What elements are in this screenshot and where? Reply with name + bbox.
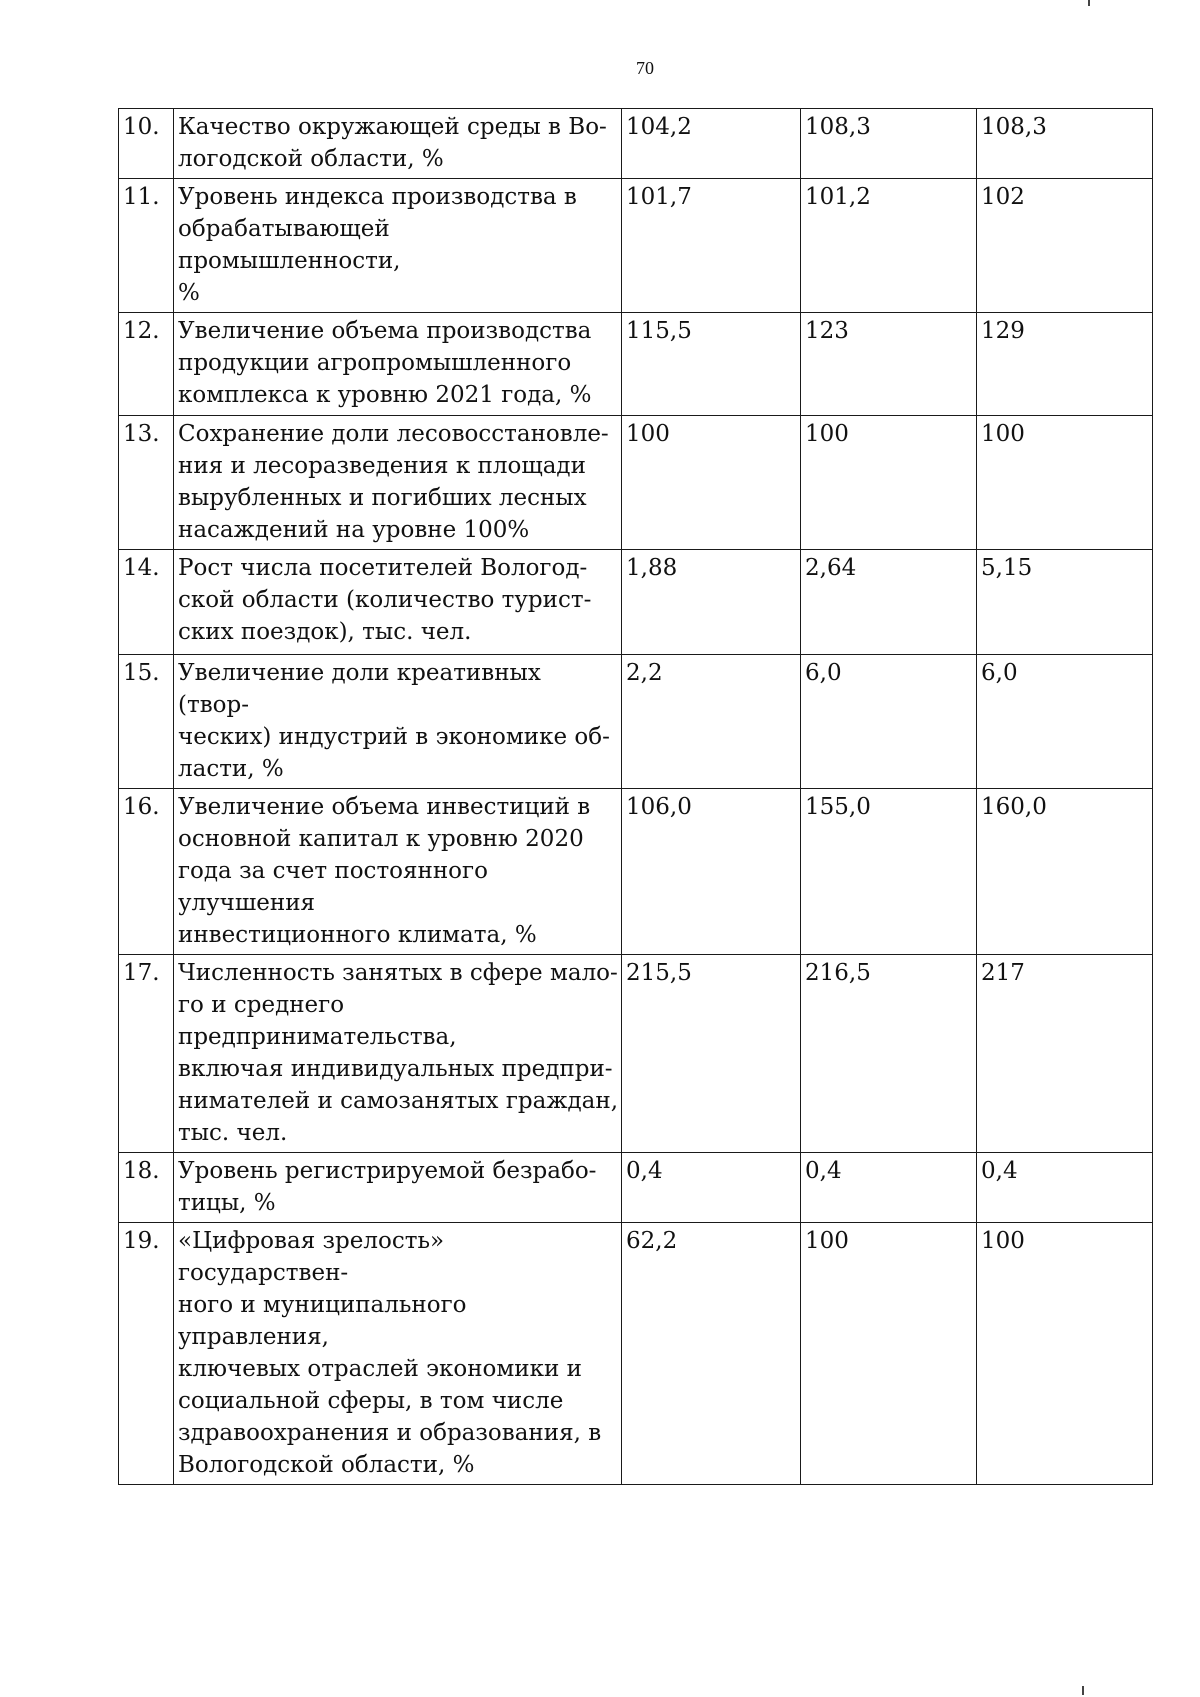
value-cell-1: 2,2 bbox=[622, 655, 801, 789]
value-cell-3: 5,15 bbox=[977, 550, 1153, 655]
table-row bbox=[119, 109, 1153, 179]
value-cell-3: 102 bbox=[977, 179, 1153, 313]
indicator-name: Уровень регистрируемой безрабо- тицы, % bbox=[174, 1153, 622, 1223]
scan-mark-top-right bbox=[1088, 0, 1090, 6]
value-cell-3: 100 bbox=[977, 416, 1153, 550]
indicators-table bbox=[118, 108, 1153, 1485]
value-cell-1: 104,2 bbox=[622, 109, 801, 179]
table-row bbox=[119, 416, 1153, 550]
table-row bbox=[119, 550, 1153, 655]
value-cell-1: 215,5 bbox=[622, 955, 801, 1153]
indicator-name: Увеличение объема производства продукции агропромышленного комплекса к уровню 2021 года, % bbox=[174, 313, 622, 416]
value-cell-3: 100 bbox=[977, 1223, 1153, 1485]
table-row bbox=[119, 1223, 1153, 1485]
value-cell-2: 123 bbox=[801, 313, 977, 416]
table-row bbox=[119, 313, 1153, 416]
value-cell-1: 115,5 bbox=[622, 313, 801, 416]
row-number: 14. bbox=[119, 550, 174, 655]
row-number: 18. bbox=[119, 1153, 174, 1223]
value-cell-2: 108,3 bbox=[801, 109, 977, 179]
value-cell-1: 0,4 bbox=[622, 1153, 801, 1223]
value-cell-1: 100 bbox=[622, 416, 801, 550]
value-cell-1: 62,2 bbox=[622, 1223, 801, 1485]
indicator-name: Рост числа посетителей Вологод- ской области (количество турист- ских поездок), тыс. чел. bbox=[174, 550, 622, 655]
value-cell-2: 100 bbox=[801, 416, 977, 550]
row-number: 15. bbox=[119, 655, 174, 789]
indicators-table-body bbox=[119, 109, 1153, 1485]
value-cell-3: 6,0 bbox=[977, 655, 1153, 789]
value-cell-3: 160,0 bbox=[977, 789, 1153, 955]
value-cell-2: 155,0 bbox=[801, 789, 977, 955]
value-cell-3: 108,3 bbox=[977, 109, 1153, 179]
row-number: 16. bbox=[119, 789, 174, 955]
value-cell-3: 0,4 bbox=[977, 1153, 1153, 1223]
value-cell-2: 0,4 bbox=[801, 1153, 977, 1223]
row-number: 17. bbox=[119, 955, 174, 1153]
indicator-name: Сохранение доли лесовосстановле- ния и лесоразведения к площади вырубленных и погибших лесных насаждений на уровне 100% bbox=[174, 416, 622, 550]
value-cell-3: 217 bbox=[977, 955, 1153, 1153]
indicator-name: «Цифровая зрелость» государствен- ного и муниципального управления, ключевых отраслей экономики и социальной сферы, в том числе здравоохранения и образования, в Вологодской области, % bbox=[174, 1223, 622, 1485]
table-row bbox=[119, 955, 1153, 1153]
table-row bbox=[119, 789, 1153, 955]
indicator-name: Увеличение доли креативных (твор- ческих) индустрий в экономике об- ласти, % bbox=[174, 655, 622, 789]
value-cell-2: 216,5 bbox=[801, 955, 977, 1153]
indicator-name: Качество окружающей среды в Во- логодской области, % bbox=[174, 109, 622, 179]
row-number: 13. bbox=[119, 416, 174, 550]
indicator-name: Уровень индекса производства в обрабатывающей промышленности, % bbox=[174, 179, 622, 313]
table-row bbox=[119, 179, 1153, 313]
row-number: 12. bbox=[119, 313, 174, 416]
scan-mark-bottom-right bbox=[1082, 1686, 1084, 1695]
row-number: 11. bbox=[119, 179, 174, 313]
table-row bbox=[119, 1153, 1153, 1223]
value-cell-2: 101,2 bbox=[801, 179, 977, 313]
value-cell-2: 2,64 bbox=[801, 550, 977, 655]
row-number: 19. bbox=[119, 1223, 174, 1485]
value-cell-2: 100 bbox=[801, 1223, 977, 1485]
value-cell-3: 129 bbox=[977, 313, 1153, 416]
value-cell-1: 1,88 bbox=[622, 550, 801, 655]
table-row bbox=[119, 655, 1153, 789]
indicator-name: Численность занятых в сфере мало- го и среднего предпринимательства, включая индивидуальных предпри- нимателей и самозанятых граждан, тыс. чел. bbox=[174, 955, 622, 1153]
page-number: 70 bbox=[636, 58, 654, 78]
value-cell-1: 101,7 bbox=[622, 179, 801, 313]
indicator-name: Увеличение объема инвестиций в основной капитал к уровню 2020 года за счет постоянного улучшения инвестиционного климата, % bbox=[174, 789, 622, 955]
value-cell-2: 6,0 bbox=[801, 655, 977, 789]
value-cell-1: 106,0 bbox=[622, 789, 801, 955]
row-number: 10. bbox=[119, 109, 174, 179]
